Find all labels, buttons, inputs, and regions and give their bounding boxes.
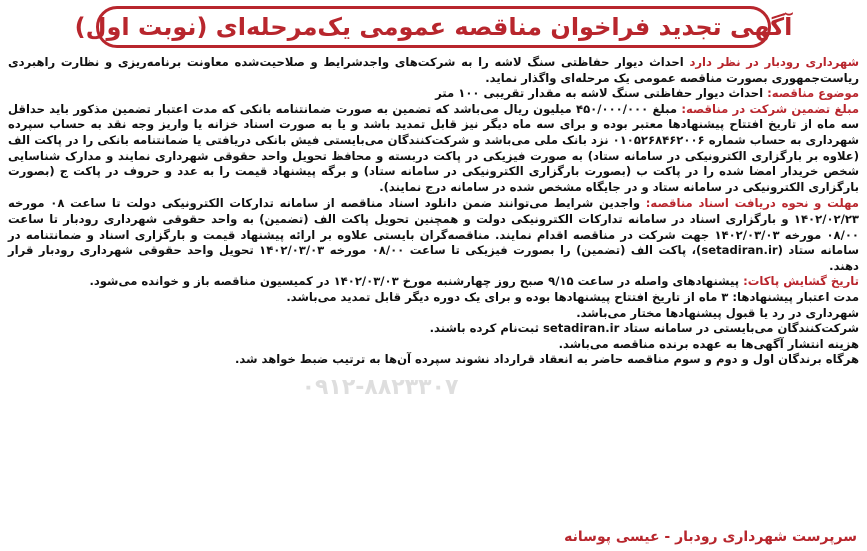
deadline-paragraph xyxy=(8,196,859,274)
signature: سرپرست شهرداری رودبار - عیسی پوسانه xyxy=(564,529,857,545)
intro-text: احداث دیوار حفاظتی سنگ لاشه را به شرکت‌های واجدشرایط و صلاحیت‌شده معاونت برنامه‌ریزی و نظارت راهبردی ریاست‌جمهوری بصورت مناقصه عمومی یک مرحله‌ای واگذار نماید. xyxy=(8,55,859,85)
opening-label: تاریخ گشایش پاکات: xyxy=(743,274,859,289)
title-banner xyxy=(74,6,793,48)
notice-body xyxy=(8,55,859,551)
opening-text: پیشنهادهای واصله در ساعت ۹/۱۵ صبح روز چهارشنبه مورخ ۱۴۰۲/۰۳/۰۳ در کمیسیون مناقصه باز و خوانده می‌شود. xyxy=(89,274,744,289)
note-registration: شرکت‌کنندگان می‌بایستی در سامانه ستاد setadiran.ir ثبت‌نام کرده باشند. xyxy=(429,321,859,336)
intro-label: شهرداری رودبار در نظر دارد xyxy=(689,55,859,69)
subject-text: احداث دیوار حفاظتی سنگ لاشه به مقدار تقریبی ۱۰۰ متر xyxy=(435,86,768,101)
note-forfeit: هرگاه برندگان اول و دوم و سوم مناقصه حاضر به انعقاد قرارداد نشوند سپرده آن‌ها به ترتیب ضبط خواهد شد. xyxy=(235,352,859,367)
subject-paragraph xyxy=(8,86,859,102)
note-publication-cost: هزینه انتشار آگهی‌ها به عهده برنده مناقصه می‌باشد. xyxy=(558,336,859,351)
note-rights: شهرداری در رد یا قبول پیشنهادها مختار می‌باشد. xyxy=(576,305,859,320)
intro-paragraph xyxy=(8,55,859,86)
guarantee-label: مبلغ تضمین شرکت در مناقصه: xyxy=(681,101,860,116)
deadline-text: واجدین شرایط می‌توانند ضمن دانلود اسناد مناقصه از سامانه تدارکات الکترونیکی دولت تا ساعت ۰۸ مورخه ۱۴۰۲/۰۲/۲۳ و بارگزاری اسناد در سامانه تدارکات الکترونیکی دولت و همچنین تحویل پاکت الف (تضمین) به واحد حقوقی شهرداری رودبار تا ساعت ۰۸/۰۰ مورخه ۱۴۰۲/۰۳/۰۳ جهت شرکت در مناقصه اقدام نمایند. مناقصه‌گران بایستی علاوه بر ارائه پیشنهاد قیمت و بارگزاری اسناد و ضمانتنامه در سامانه ستاد (setadiran.ir)، پاکت الف (تضمین) را بصورت فیزیکی تا ساعت ۰۸/۰۰ مورخه ۱۴۰۲/۰۳/۰۳ تحویل واحد حقوقی شهرداری رودبار قرار دهند. xyxy=(8,196,859,273)
guarantee-paragraph xyxy=(8,102,859,196)
watermark: ۰۹۱۲-۸۸۲۳۳۰۷ xyxy=(301,375,459,400)
guarantee-text: مبلغ ۴۵۰/۰۰۰/۰۰۰ میلیون ریال می‌باشد که تضمین به صورت ضمانتنامه بانکی که مدت اعتبار تضمین مذکور باید حداقل سه ماه از تاریخ افتتاح پیشنهادها معتبر بوده و برای سه ماه دیگر نیز قابل تمدید باشد و یا به صورت اسناد خزانه یا واریز وجه نقد به حساب سپرده شهرداری به حساب شماره ۰۱۰۵۲۶۸۴۶۲۰۰۶ نزد بانک ملی می‌باشد و شرکت‌کنندگان می‌بایستی فیش بانکی دریافتی یا ضمانتنامه بانکی را در پاکت الف (علاوه بر بارگزاری الکترونیکی در سامانه ستاد) به صورت فیزیکی در پاکت دربسته و محافظ تحویل واحد حقوقی شهرداری نمایند و مدارک شناسایی شخص خریدار امضا شده را در پاکت ب (بصورت بارگزاری الکترونیکی در سامانه ستاد) و برگه پیشنهاد قیمت را به عدد و حروف در پاکت ج (بصورت بارگزاری الکترونیکی در سامانه ستاد و در جایگاه مشخص شده در سامانه درج نمایند). xyxy=(8,101,859,194)
notice-title: آگهی تجدید فراخوان مناقصه عمومی یک‌مرحله‌ای (نوبت اول) xyxy=(74,13,793,41)
subject-label: موضوع مناقصه: xyxy=(767,86,859,101)
note-validity: مدت اعتبار پیشنهادها: ۳ ماه از تاریخ افتتاح پیشنهادها بوده و برای یک دوره دیگر قابل تمدید می‌باشد. xyxy=(286,289,859,304)
opening-paragraph xyxy=(8,274,859,290)
deadline-label: مهلت و نحوه دریافت اسناد مناقصه: xyxy=(645,196,859,211)
